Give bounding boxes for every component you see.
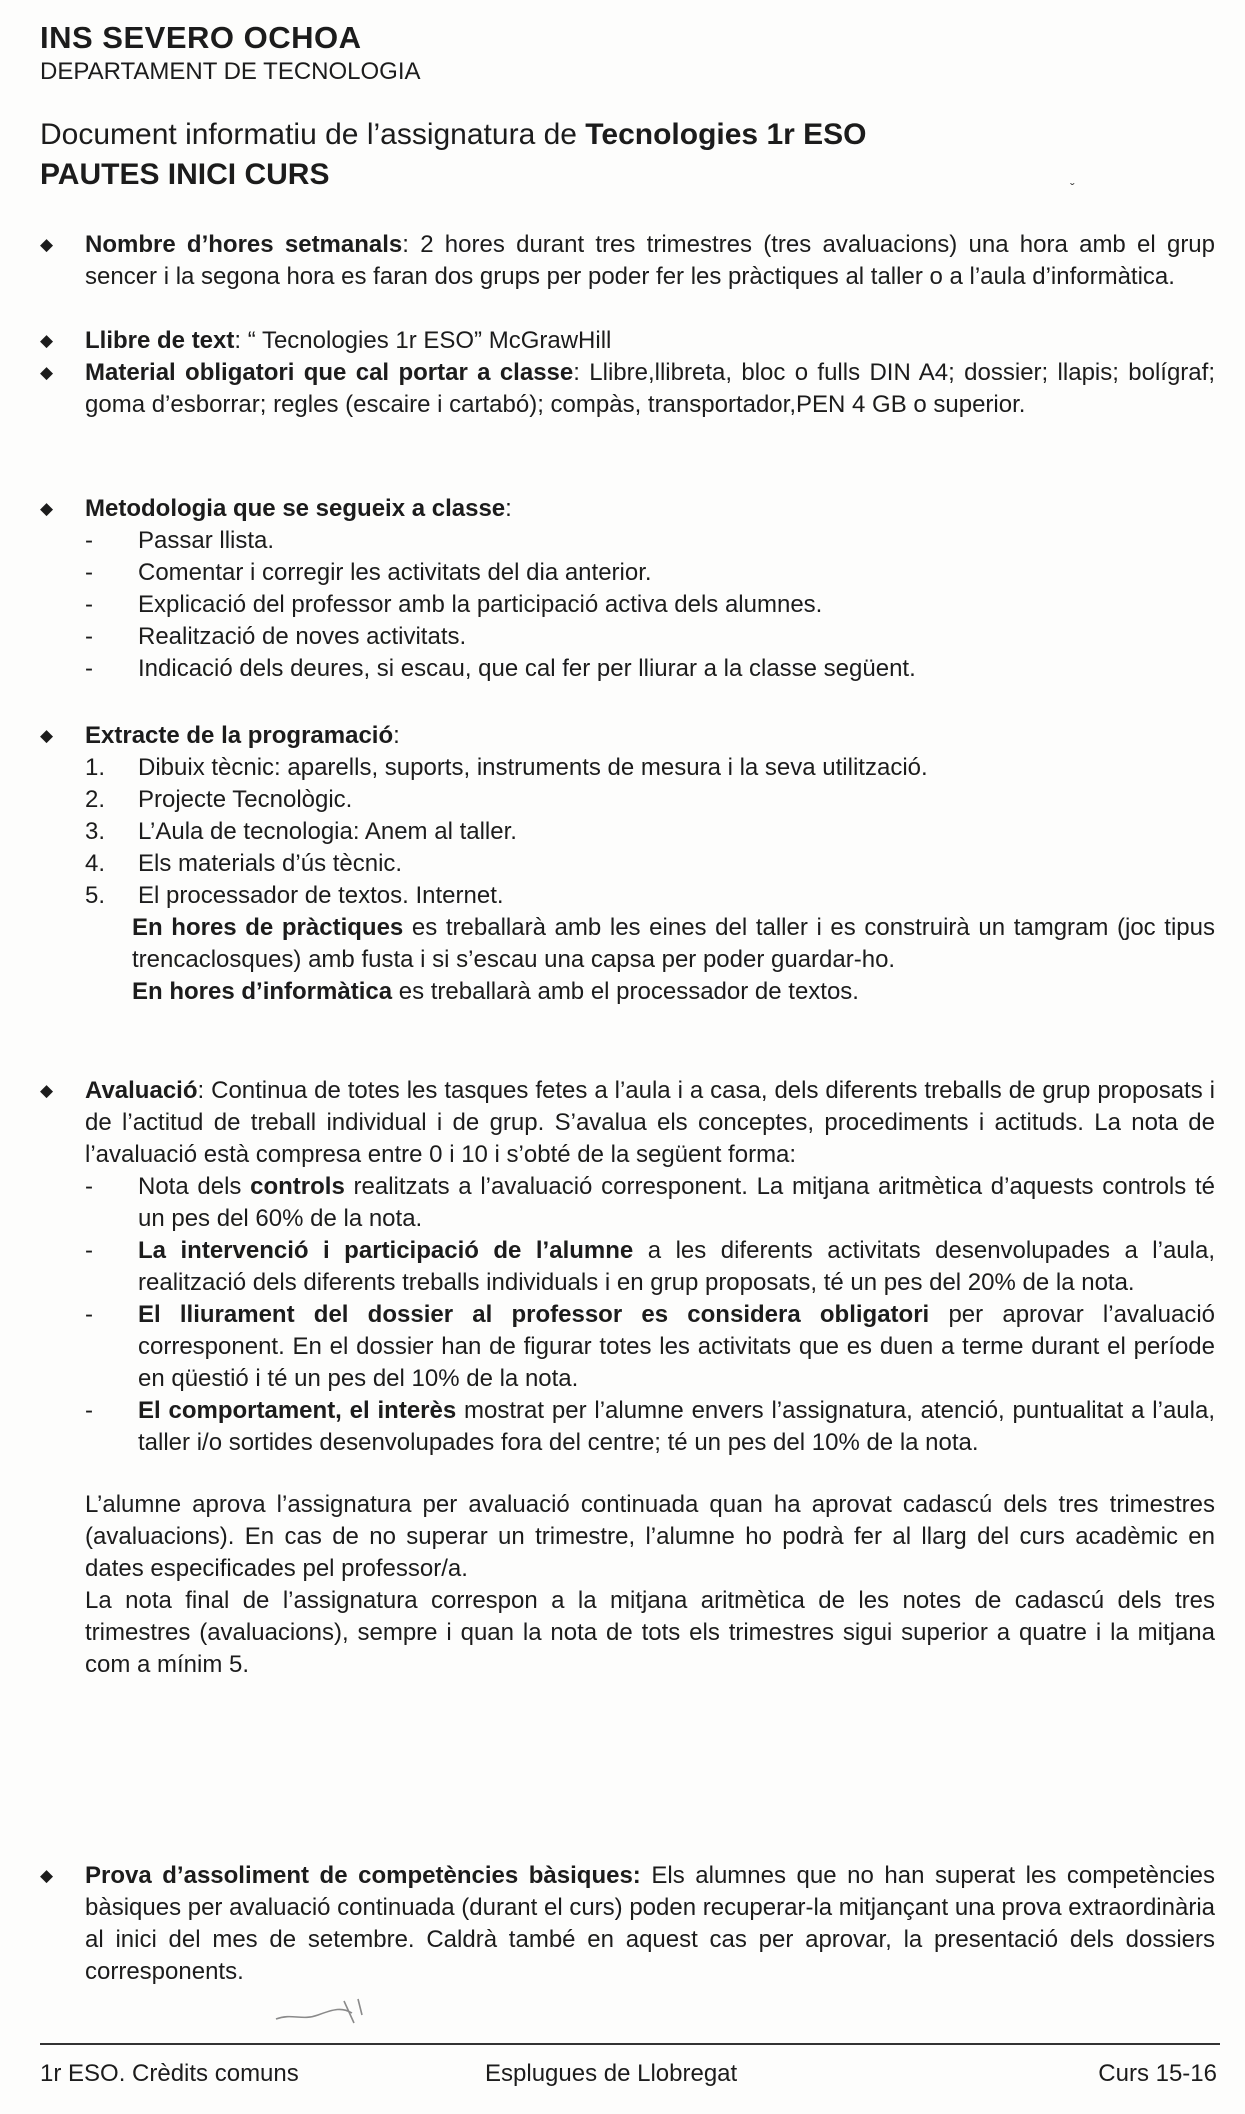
- item-post: mostrat per l’alumne envers l’assignatura, atenció, puntualitat a l’aula, taller i/o sortides desenvolupades fora del centre; té un pes del 10% de la nota.: [138, 1397, 1215, 1456]
- item-post: a les diferents activitats desenvolupades a l’aula, realització dels diferents treballs individuals i en grup proposats, té un pes del 20% de la nota.: [138, 1237, 1215, 1296]
- practice-hours-label: En hores de pràctiques: [132, 914, 404, 941]
- dash-marker: -: [85, 1397, 93, 1424]
- assessment-list: [40, 1171, 1215, 1459]
- dash-marker: -: [85, 655, 93, 682]
- list-item: [40, 621, 1215, 653]
- list-item-text: Els materials d’ús tècnic.: [138, 850, 403, 877]
- dash-marker: -: [85, 1237, 93, 1264]
- list-item: [40, 1235, 1215, 1299]
- section-methodology: [40, 493, 1215, 685]
- textbook-text: : “ Tecnologies 1r ESO” McGrawHill: [234, 327, 612, 354]
- section-competences: [40, 1860, 1215, 1988]
- hours-label: Nombre d’hores setmanals: [85, 231, 403, 258]
- list-item-text: Realització de noves activitats.: [138, 623, 467, 650]
- section-assessment: [40, 1075, 1215, 1681]
- diamond-bullet-icon: ◆: [40, 363, 54, 382]
- list-item-text: L’Aula de tecnologia: Anem al taller.: [138, 818, 517, 845]
- dash-marker: -: [85, 1301, 93, 1328]
- methodology-list: [40, 525, 1215, 685]
- hours-text: : 2 hores durant tres trimestres (tres avaluacions) una hora amb el grup sencer i la segona hora es faran dos grups per poder fer les pràctiques al taller o a l’aula d’informàtica.: [85, 231, 1215, 290]
- list-item: [40, 848, 1215, 880]
- diamond-bullet-icon: ◆: [40, 331, 54, 350]
- list-item-text: Indicació dels deures, si escau, que cal fer per lliurar a la classe següent.: [138, 655, 916, 682]
- programme-list: [40, 752, 1215, 912]
- scan-mark: ˇ: [1070, 180, 1075, 196]
- document-title: [40, 118, 867, 152]
- list-item-text: Explicació del professor amb la participació activa dels alumnes.: [138, 591, 823, 618]
- section-material: [40, 357, 1215, 421]
- competences-label: Prova d’assoliment de competències bàsiques:: [85, 1862, 641, 1889]
- footer-school-year: Curs 15-16: [1098, 2060, 1217, 2087]
- document-subtitle: PAUTES INICI CURS: [40, 158, 330, 191]
- list-item: [40, 816, 1215, 848]
- item-pre: Nota dels: [138, 1173, 251, 1200]
- diamond-bullet-icon: ◆: [40, 1866, 54, 1885]
- assessment-closing: [85, 1489, 1215, 1681]
- practice-hours-paragraph: [132, 912, 1215, 976]
- list-item: [40, 1395, 1215, 1459]
- list-item: [40, 557, 1215, 589]
- diamond-bullet-icon: ◆: [40, 726, 54, 745]
- footer-rule: [40, 2043, 1220, 2045]
- list-item: [40, 525, 1215, 557]
- section-programme: [40, 720, 1215, 1008]
- practice-hours-text: es treballarà amb les eines del taller i es construirà un tamgram (joc tipus trencaclosques) amb fusta i si s’escau una capsa per poder guardar-ho.: [132, 914, 1215, 973]
- programme-colon: :: [393, 722, 400, 749]
- material-text: : Llibre,llibreta, bloc o fulls DIN A4; dossier; llapis; bolígraf; goma d’esborrar; regles (escaire i cartabó); compàs, transportador,PEN 4 GB o superior.: [85, 359, 1215, 418]
- list-item: [40, 653, 1215, 685]
- item-bold: El lliurament del dossier al professor es considera obligatori: [138, 1301, 930, 1328]
- it-hours-paragraph: [132, 976, 1215, 1008]
- list-item-text: Comentar i corregir les activitats del dia anterior.: [138, 559, 652, 586]
- number-marker: 3.: [85, 818, 106, 845]
- final-grade-paragraph: La nota final de l’assignatura correspon a la mitjana aritmètica de les notes de cadascú dels tres trimestres (avaluacions), sempre i quan la nota de tots els trimestres sigui superior a quatre i la mitjana com a mínim 5.: [85, 1587, 1215, 1678]
- section-textbook: [40, 325, 1215, 357]
- number-marker: 1.: [85, 754, 106, 781]
- number-marker: 4.: [85, 850, 106, 877]
- footer-location: Esplugues de Llobregat: [485, 2060, 738, 2087]
- diamond-bullet-icon: ◆: [40, 235, 54, 254]
- methodology-label: Metodologia que se segueix a classe: [85, 495, 506, 522]
- handwritten-scribble: [272, 1995, 387, 2031]
- item-bold: El comportament, el interès: [138, 1397, 457, 1424]
- diamond-bullet-icon: ◆: [40, 499, 54, 518]
- title-prefix: Document informatiu de l’assignatura de: [40, 118, 586, 151]
- item-bold: controls: [250, 1173, 345, 1200]
- programme-label: Extracte de la programació: [85, 722, 394, 749]
- school-name: INS SEVERO OCHOA: [40, 20, 362, 55]
- dash-marker: -: [85, 527, 93, 554]
- list-item-text: Passar llista.: [138, 527, 275, 554]
- list-item-text: El processador de textos. Internet.: [138, 882, 504, 909]
- section-hours: [40, 229, 1215, 293]
- diamond-bullet-icon: ◆: [40, 1081, 54, 1100]
- footer-course: 1r ESO. Crèdits comuns: [40, 2060, 299, 2087]
- dash-marker: -: [85, 591, 93, 618]
- department-name: DEPARTAMENT DE TECNOLOGIA: [40, 58, 421, 85]
- material-label: Material obligatori que cal portar a classe: [85, 359, 574, 386]
- item-bold: La intervenció i participació de l’alumne: [138, 1237, 634, 1264]
- list-item: [40, 784, 1215, 816]
- dash-marker: -: [85, 623, 93, 650]
- number-marker: 5.: [85, 882, 106, 909]
- it-hours-text: es treballarà amb el processador de textos.: [392, 978, 859, 1005]
- dash-marker: -: [85, 1173, 93, 1200]
- list-item: [40, 1299, 1215, 1395]
- list-item: [40, 752, 1215, 784]
- title-subject: Tecnologies 1r ESO: [585, 118, 867, 151]
- dash-marker: -: [85, 559, 93, 586]
- it-hours-label: En hores d’informàtica: [132, 978, 393, 1005]
- list-item-text: Dibuix tècnic: aparells, suports, instruments de mesura i la seva utilització.: [138, 754, 928, 781]
- list-item: [40, 589, 1215, 621]
- list-item: [40, 1171, 1215, 1235]
- methodology-colon: :: [505, 495, 512, 522]
- list-item-text: Projecte Tecnològic.: [138, 786, 353, 813]
- assessment-label: Avaluació: [85, 1077, 198, 1104]
- assessment-intro: : Continua de totes les tasques fetes a l’aula i a casa, dels diferents treballs de grup proposats i de l’actitud de treball individual i de grup. S’avalua els conceptes, procediments i actituds. La nota de l’avaluació està compresa entre 0 i 10 i s’obté de la següent forma:: [85, 1077, 1215, 1168]
- number-marker: 2.: [85, 786, 106, 813]
- item-post: realitzats a l’avaluació corresponent. La mitjana aritmètica d’aquests controls té un pes del 60% de la nota.: [138, 1173, 1215, 1232]
- textbook-label: Llibre de text: [85, 327, 235, 354]
- pass-rule-paragraph: L’alumne aprova l’assignatura per avaluació continuada quan ha aprovat cadascú dels tres trimestres (avaluacions). En cas de no superar un trimestre, l’alumne ho podrà fer al llarg del curs acadèmic en dates especificades pel professor/a.: [85, 1491, 1215, 1582]
- list-item: [40, 880, 1215, 912]
- competences-text: Els alumnes que no han superat les competències bàsiques per avaluació continuada (durant el curs) poden recuperar-la mitjançant una prova extraordinària al inici del mes de setembre. Caldrà també en aquest cas per aprovar, la presentació dels dossiers corresponents.: [85, 1862, 1215, 1985]
- item-post: per aprovar l’avaluació corresponent. En el dossier han de figurar totes les activitats que es duen a terme durant el període en qüestió i té un pes del 10% de la nota.: [138, 1301, 1215, 1392]
